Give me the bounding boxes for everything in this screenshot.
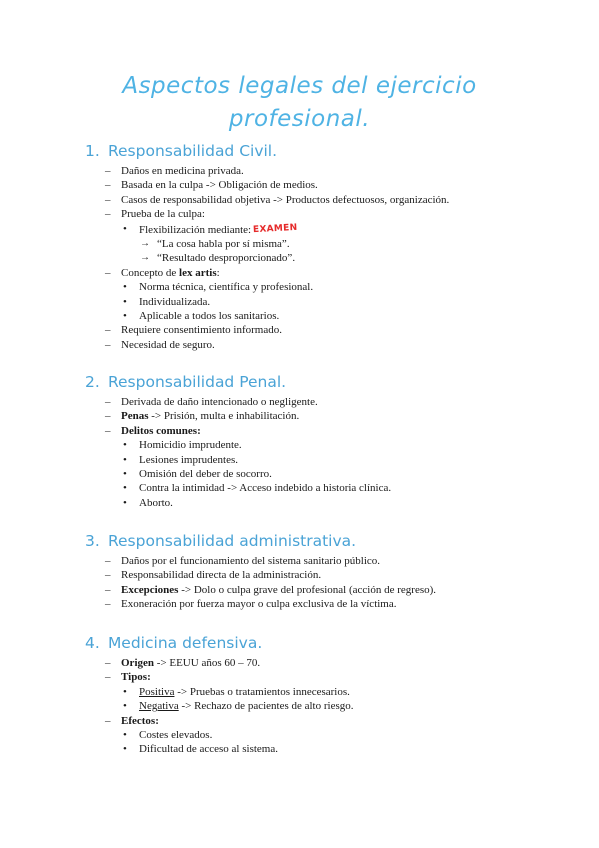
list-item: • Individualizada. bbox=[85, 295, 565, 309]
section-title: Responsabilidad Penal. bbox=[107, 373, 287, 391]
section-penal bbox=[85, 372, 565, 510]
list-item: – Basada en la culpa -> Obligación de medios. bbox=[85, 178, 565, 192]
item-text: -> Pruebas o tratamientos innecesarios. bbox=[174, 685, 350, 698]
list-item: • Lesiones imprudentes. bbox=[85, 453, 565, 467]
item-bold-text: lex artis bbox=[179, 266, 217, 279]
list-item: – Casos de responsabilidad objetiva -> Productos defectuosos, organización. bbox=[85, 193, 565, 207]
list-item: – Requiere consentimiento informado. bbox=[85, 323, 565, 337]
list-item: – Exoneración por fuerza mayor o culpa exclusiva de la víctima. bbox=[85, 597, 565, 611]
list-item: – Daños por el funcionamiento del sistema sanitario público. bbox=[85, 554, 565, 568]
list-item: • Aborto. bbox=[85, 496, 565, 510]
list-item bbox=[85, 656, 565, 670]
section-heading bbox=[85, 633, 565, 653]
item-text: : bbox=[216, 266, 220, 279]
section-administrativa bbox=[85, 531, 565, 612]
item-text: Concepto de bbox=[121, 266, 180, 279]
list-item: – Necesidad de seguro. bbox=[85, 338, 565, 352]
section-list bbox=[85, 656, 565, 757]
list-item: – Derivada de daño intencionado o negligente. bbox=[85, 395, 565, 409]
list-item bbox=[85, 714, 565, 728]
item-text: -> Dolo o culpa grave del profesional (acción de regreso). bbox=[178, 583, 437, 596]
list-item bbox=[85, 699, 565, 713]
list-item bbox=[85, 266, 565, 280]
title-line-2: profesional. bbox=[228, 106, 371, 132]
list-item: – Responsabilidad directa de la administración. bbox=[85, 568, 565, 582]
section-list bbox=[85, 554, 565, 612]
section-number: 1. bbox=[85, 142, 100, 160]
page-title bbox=[0, 70, 599, 136]
section-number: 3. bbox=[85, 532, 100, 550]
section-title: Medicina defensiva. bbox=[107, 634, 263, 652]
exam-stamp: EXAMEN bbox=[252, 222, 298, 235]
item-bold-text: Penas bbox=[121, 410, 149, 423]
item-bold-text: Origen bbox=[121, 657, 154, 669]
list-item bbox=[85, 670, 565, 684]
item-bold-text: Tipos: bbox=[121, 671, 151, 684]
item-underlined-text: Positiva bbox=[139, 685, 175, 698]
item-text: -> Rechazo de pacientes de alto riesgo. bbox=[178, 700, 354, 713]
list-item: • Contra la intimidad -> Acceso indebido a historia clínica. bbox=[85, 481, 565, 495]
list-item bbox=[85, 409, 565, 423]
item-bold-text: Delitos comunes: bbox=[121, 424, 201, 437]
list-item bbox=[85, 424, 565, 438]
list-item: – Prueba de la culpa: bbox=[85, 207, 565, 221]
list-item bbox=[85, 222, 565, 237]
section-medicina-defensiva bbox=[85, 633, 565, 757]
item-text: Flexibilización mediante: bbox=[139, 223, 252, 236]
section-title: Responsabilidad Civil. bbox=[107, 142, 278, 160]
item-underlined-text: Negativa bbox=[139, 700, 179, 713]
item-bold-text: Efectos: bbox=[121, 714, 159, 727]
section-number: 4. bbox=[85, 634, 100, 652]
list-item: • Aplicable a todos los sanitarios. bbox=[85, 309, 565, 323]
item-text: -> EEUU años 60 – 70. bbox=[154, 657, 261, 669]
list-item: • Dificultad de acceso al sistema. bbox=[85, 742, 565, 756]
list-item: → “La cosa habla por sí misma”. bbox=[85, 237, 565, 251]
item-bold-text: Excepciones bbox=[121, 583, 179, 596]
section-heading bbox=[85, 141, 565, 161]
section-title: Responsabilidad administrativa. bbox=[107, 532, 357, 550]
section-number: 2. bbox=[85, 373, 100, 391]
section-civil bbox=[85, 141, 565, 352]
section-heading bbox=[85, 372, 565, 392]
list-item: • Homicidio imprudente. bbox=[85, 438, 565, 452]
section-heading bbox=[85, 531, 565, 551]
section-list bbox=[85, 164, 565, 352]
list-item: • Costes elevados. bbox=[85, 728, 565, 742]
list-item: → “Resultado desproporcionado”. bbox=[85, 251, 565, 265]
section-list bbox=[85, 395, 565, 510]
list-item bbox=[85, 685, 565, 699]
list-item: • Omisión del deber de socorro. bbox=[85, 467, 565, 481]
list-item bbox=[85, 583, 565, 597]
item-text: -> Prisión, multa e inhabilitación. bbox=[148, 410, 300, 423]
list-item: • Norma técnica, científica y profesional. bbox=[85, 280, 565, 294]
list-item: – Daños en medicina privada. bbox=[85, 164, 565, 178]
title-line-1: Aspectos legales del ejercicio bbox=[122, 73, 477, 99]
